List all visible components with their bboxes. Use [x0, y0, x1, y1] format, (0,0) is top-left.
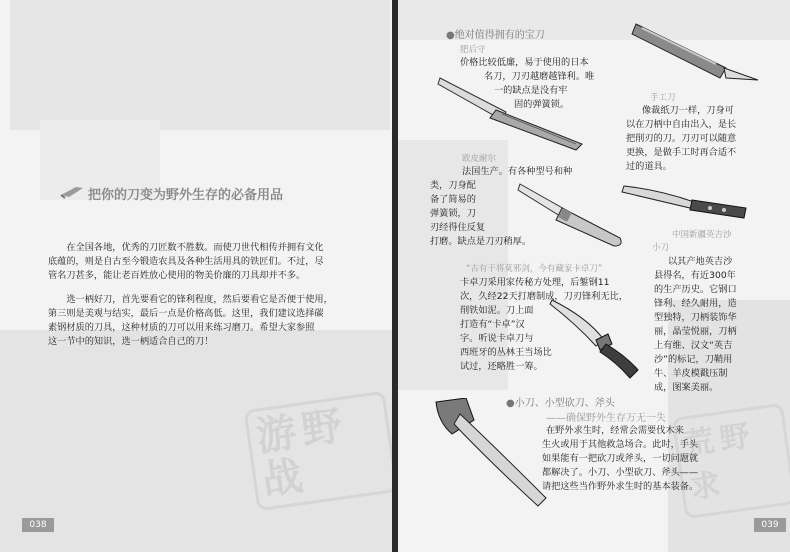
- body-line: 沙”的标记，刀鞘用: [654, 354, 733, 365]
- body-line: 在全国各地，优秀的刀匠数不胜数。而使刀世代相传并拥有文化: [48, 242, 324, 253]
- body-line: 一的缺点是没有牢: [494, 85, 568, 96]
- knife-title-opinel: 欧皮耐尔: [462, 154, 497, 164]
- body-line: 素钢材质的刀具，这种材质的刀可以用来练习磨刀。希望大家参照: [48, 322, 315, 333]
- body-line: 法国生产。有各种型号和种: [462, 166, 573, 177]
- body-line: 型独特，刀柄装饰华: [654, 312, 737, 323]
- body-line: 这一节中的知识，选一柄适合自己的刀！: [48, 336, 214, 347]
- chapter-title: 把你的刀变为野外生存的必备用品: [88, 188, 284, 203]
- yingjisha-knife-illustration: [620, 180, 750, 224]
- body-line: 过的道具。: [626, 161, 672, 172]
- watermark-stamp: 荒野求: [671, 403, 790, 520]
- body-line: 以在刀柄中自由出入，是长: [626, 119, 737, 130]
- higonokami-knife-illustration: [436, 72, 586, 156]
- axe-illustration: [426, 398, 556, 514]
- body-line: 在野外求生时，经常会需要伐木来: [546, 425, 684, 436]
- body-line: 刃经得住反复: [430, 222, 486, 233]
- body-line: 以其产地英吉沙: [668, 256, 733, 267]
- kazhuo-knife-illustration: [548, 296, 658, 386]
- page-number-right: 039: [754, 518, 786, 532]
- body-line: 像裁纸刀一样，刀身可: [642, 105, 734, 116]
- page-number-left: 038: [22, 518, 54, 532]
- knife-title-higonokami: 肥后守: [460, 45, 486, 55]
- right-page: [398, 0, 790, 552]
- body-line: 成，图案美丽。: [654, 382, 719, 393]
- kazhuo-quote: “古有干将莫邪剑，今有藏家卡卓刀”: [466, 264, 603, 274]
- body-line: 都解决了。小刀、小型砍刀、斧头——: [542, 467, 699, 478]
- section-subheading: ——确保野外生存万无一失: [546, 413, 666, 424]
- opinel-knife-illustration: [516, 180, 626, 254]
- body-line: 请把这些当作野外求生时的基本装备。: [542, 481, 699, 492]
- body-line: 固的弹簧锁。: [514, 99, 570, 110]
- watermark-stamp: 游野战: [244, 391, 392, 512]
- body-line: 字。听说卡卓刀与: [460, 333, 534, 344]
- knife-title-yingjisha: 中国新疆英吉沙: [672, 230, 732, 240]
- body-line: 弹簧锁，刀: [430, 208, 476, 219]
- body-line: 锋利、经久耐用，造: [654, 298, 737, 309]
- body-line: 更换，是做手工时再合适不: [626, 147, 737, 158]
- body-line: 卡卓刀采用家传秘方处理，后錾钢11: [460, 277, 610, 288]
- body-line: 第三则是美观与结实，最后一点是价格高低。这里，我们建议选择碳: [48, 308, 324, 319]
- body-line: 如果能有一把砍刀或斧头，一切问题就: [542, 453, 699, 464]
- body-line: 的生产历史。它钢口: [654, 284, 737, 295]
- body-line: 底蕴的，则是自古至今锻造农具及各种生活用具的铁匠们。不过，尽: [48, 256, 324, 267]
- utility-knife-illustration: [630, 18, 760, 92]
- body-line: 牛、羊皮模戳压制: [654, 368, 728, 379]
- body-line: 丽，晶莹悦丽，刀柄: [654, 326, 737, 337]
- body-line: 打磨。缺点是刀刃稍厚。: [430, 236, 532, 247]
- body-line: 选一柄好刀，首先要看它的锋利程度，然后要看它是否便于使用，: [48, 294, 333, 305]
- body-line: 名刀，刀刃越磨越锋利。唯: [484, 71, 595, 82]
- knife-title-yingjisha-2: 小刀: [652, 243, 670, 253]
- section-heading: ●小刀、小型砍刀、斧头: [506, 398, 615, 409]
- body-line: 备了简易的: [430, 194, 476, 205]
- body-line: 打造有“卡卓”汉: [460, 319, 525, 330]
- left-page: [0, 0, 392, 552]
- body-line: 削铁如泥。刀上面: [460, 305, 534, 316]
- body-line: 把削刃的刀。刀刃可以随意: [626, 133, 737, 144]
- body-line: 价格比较低廉，易于使用的日本: [460, 57, 589, 68]
- body-line: 县得名，有近300年: [654, 270, 736, 281]
- body-line: 管名刀甚多，能让老百姓放心使用的物美价廉的刀具却并不多。: [48, 270, 306, 281]
- body-line: 上有维、汉文“英吉: [654, 340, 733, 351]
- body-line: 次，久经22天打磨制成，刀刃锋利无比，: [460, 291, 628, 302]
- body-line: 试过，还略胜一筹。: [460, 361, 543, 372]
- body-line: 生火或用于其他救急场合。此时，手头: [542, 439, 699, 450]
- knife-title-utility: 手工刀: [650, 93, 676, 103]
- body-line: 类，刀身配: [430, 180, 476, 191]
- knife-mark-icon: [60, 184, 84, 203]
- section-heading: ●绝对值得拥有的宝刀: [446, 30, 545, 41]
- body-line: 西班牙的丛林王当场比: [460, 347, 552, 358]
